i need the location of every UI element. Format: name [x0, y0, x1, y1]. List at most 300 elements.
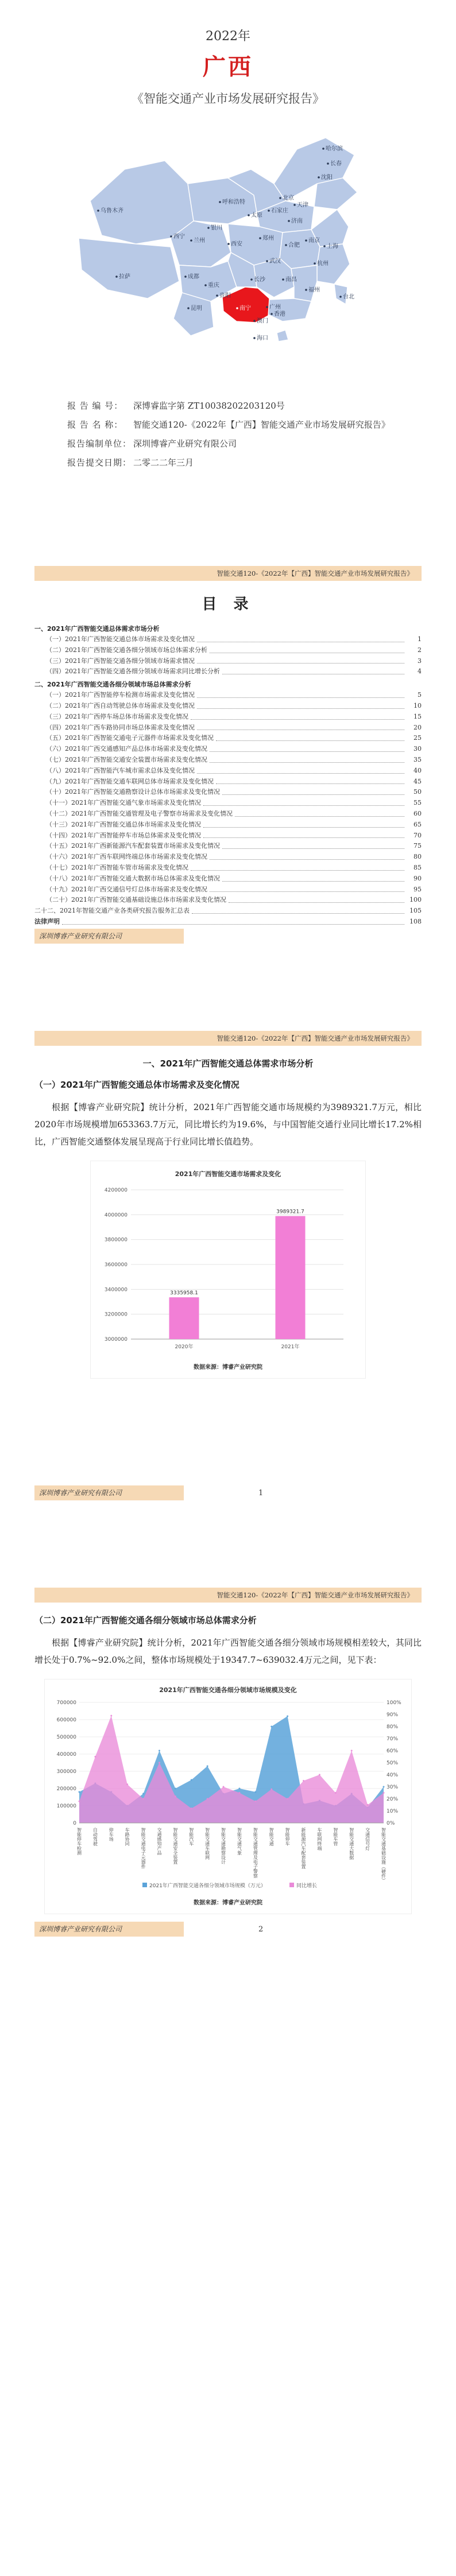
x-tick-label: 智能停车 [285, 1828, 291, 1846]
y2-tick-label: 90% [387, 1712, 399, 1718]
area-market-size-point [238, 1788, 240, 1790]
body-paragraph: 根据【博睿产业研究院】统计分析，2021年广西智能交通市场规模约为3989321.7万元，相比2020年市场规模增加653363.7万元，同比增长约为19.6%，与中国智能交通行业同比增长17.2%相比，广西智能交通整体发展呈现高于行业同比增长值趋势。 [34, 1102, 422, 1147]
meta-value: 二零二二年三月 [133, 457, 194, 468]
area-market-size-point [79, 1791, 80, 1793]
area-market-size-point [383, 1786, 385, 1788]
running-header: 智能交通120-《2022年【广西】智能交通产业市场发展研究报告》 [34, 1031, 422, 1046]
x-tick-label: 停车场 [109, 1828, 114, 1841]
city-dot [318, 176, 320, 179]
meta-row [67, 437, 389, 451]
city-dot [322, 148, 324, 150]
report-meta [67, 399, 389, 470]
map-label: 石家庄 [271, 208, 288, 214]
map-label: 昆明 [191, 305, 202, 312]
toc-entry-title: （四）2021年广西智能交通各细分领域市场需求同比增长分析 [46, 668, 220, 676]
toc-page-number: 50 [414, 788, 422, 796]
map-province-15 [291, 265, 317, 301]
toc-page-number: 55 [414, 799, 422, 807]
toc-page-number: 45 [414, 777, 422, 785]
toc-leader [62, 917, 404, 925]
map-label: 成都 [188, 274, 199, 280]
y-tick-label: 3200000 [104, 1312, 127, 1318]
toc-leader [216, 733, 404, 741]
map-label: 合肥 [288, 242, 300, 249]
map-province-11 [280, 230, 320, 269]
toc-entry[interactable] [34, 874, 422, 884]
y2-tick-label: 50% [387, 1760, 399, 1766]
cover-page [0, 0, 456, 499]
toc-entry-title: （十八）2021年广西智能交通大数据市场总体需求及变化情况 [46, 874, 220, 882]
footer-brand: 深圳博睿产业研究有限公司 [34, 929, 184, 944]
legend-swatch [142, 1883, 147, 1887]
toc-entry-title: （三）2021年广西停车场总体市场需求及变化情况 [46, 712, 188, 720]
city-dot [268, 210, 270, 212]
legend-label: 2021年广西智能交通各细分领域市场规模（万元） [149, 1883, 266, 1889]
area-market-size-point [142, 1793, 144, 1795]
toc-page-number: 65 [414, 820, 422, 828]
map-label: 拉萨 [119, 274, 130, 280]
toc-leader [197, 701, 404, 709]
toc-entry[interactable] [34, 895, 422, 906]
meta-row [67, 399, 389, 413]
toc-entry-title: （七）2021年广西智能交通安全装置市场需求及变化情况 [46, 755, 207, 763]
area-growth-rate-point [319, 1774, 320, 1776]
area-growth-rate-point [335, 1792, 337, 1794]
bar [169, 1297, 199, 1339]
map-label: 重庆 [208, 282, 219, 289]
city-dot [293, 204, 296, 206]
toc-entry[interactable] [34, 744, 422, 755]
toc-section-heading: 一、2021年广西智能交通总体需求市场分析 [34, 625, 160, 633]
toc-leader [203, 820, 404, 828]
toc-entry-title: （三）2021年广西智能交通各细分领域市场需求情况 [46, 657, 195, 665]
x-tick-label: 智能交通 [269, 1828, 275, 1846]
toc-leader [203, 798, 404, 806]
toc-page-number: 40 [414, 766, 422, 774]
chart-source: 数据来源：博睿产业研究院 [194, 1364, 262, 1371]
cover-year: 2022年 [206, 29, 250, 44]
x-tick-label: 交通感知产品 [156, 1828, 162, 1855]
toc-leader [222, 787, 404, 795]
toc-page-number: 3 [418, 657, 422, 665]
cover-region: 广西 [203, 53, 253, 80]
map-label: 太原 [251, 212, 262, 219]
toc-entry[interactable] [34, 690, 422, 701]
toc-page-number: 100 [409, 896, 422, 904]
meta-key: 报告提交日期： [67, 457, 132, 468]
subsection-heading: （一）2021年广西智能交通总体市场需求及变化情况 [34, 1080, 239, 1090]
content-page-1 [0, 1004, 456, 1521]
toc-entry-title: （十七）2021年广西智能车管市场需求及变化情况 [46, 863, 188, 871]
toc-page-number: 108 [409, 917, 422, 925]
y2-tick-label: 40% [387, 1772, 399, 1778]
toc-page-number: 70 [414, 831, 422, 839]
city-dot [248, 214, 250, 216]
city-dot [288, 220, 290, 222]
y2-tick-label: 70% [387, 1736, 399, 1742]
city-dot [227, 243, 230, 245]
area-growth-rate-point [110, 1715, 112, 1717]
x-tick-label: 车联网终端 [316, 1828, 322, 1850]
city-dot [259, 237, 261, 239]
city-dot [266, 306, 268, 308]
toc-page-number: 4 [418, 668, 422, 676]
toc-entry[interactable] [34, 852, 422, 863]
page-footer [34, 1485, 422, 1500]
y-tick-label: 600000 [56, 1717, 76, 1723]
toc-leader [210, 755, 404, 763]
toc-entry[interactable] [34, 863, 422, 874]
map-label: 西安 [231, 241, 242, 247]
area-market-size-point [254, 1791, 256, 1793]
toc-page-number: 20 [414, 723, 422, 731]
toc-entry-title: （九）2021年广西智能交通车联网总体市场需求及变化情况 [46, 777, 214, 785]
x-tick-label: 智能交通电子元器件 [141, 1828, 146, 1869]
area-growth-rate-point [351, 1750, 353, 1752]
data-label: 3989321.7 [276, 1209, 304, 1215]
x-tick-label: 智能交通大数据 [349, 1828, 354, 1860]
toc-page-number: 5 [418, 691, 422, 699]
toc-entry-title: （十二）2021年广西智能交通管理及电子警察市场需求及变化情况 [46, 809, 233, 817]
running-header: 智能交通120-《2022年【广西】智能交通产业市场发展研究报告》 [34, 566, 422, 581]
toc-page-number: 30 [414, 745, 422, 753]
area-growth-rate-point [367, 1804, 369, 1806]
toc-entry[interactable] [34, 723, 422, 734]
toc-entry[interactable] [34, 798, 422, 809]
y2-tick-label: 20% [387, 1797, 399, 1802]
toc-entry[interactable] [34, 917, 422, 928]
map-label: 上海 [327, 243, 338, 250]
toc-page-number: 90 [414, 874, 422, 882]
toc-entry[interactable] [34, 820, 422, 831]
toc-leader [222, 666, 404, 674]
x-tick-label: 2021年 [281, 1344, 300, 1350]
y-tick-label: 700000 [56, 1700, 76, 1706]
area-chart [44, 1679, 412, 1914]
meta-key: 报 告 编 号： [67, 401, 123, 411]
toc-entry[interactable] [34, 884, 422, 895]
toc-entry-title: （五）2021年广西智能交通电子元器件市场需求及变化情况 [46, 734, 214, 742]
map-label: 长春 [330, 161, 342, 167]
city-dot [236, 307, 238, 309]
city-dot [266, 260, 268, 262]
toc-leader [197, 766, 404, 774]
x-tick-label: 2020年 [175, 1344, 194, 1350]
x-tick-label: 智能交通基础设施（硬件） [381, 1828, 387, 1883]
map-province-19 [277, 330, 288, 342]
y-tick-label: 3800000 [104, 1237, 127, 1243]
city-dot [314, 262, 316, 265]
area-growth-rate-point [254, 1801, 256, 1802]
y2-tick-label: 80% [387, 1724, 399, 1730]
toc-leader [203, 831, 404, 839]
toc-leader [210, 884, 404, 893]
chart-source: 数据来源：博睿产业研究院 [194, 1900, 262, 1906]
toc-entry-title: （六）2021年广西交通感知产品总体市场需求及变化情况 [46, 745, 207, 753]
area-growth-rate-point [303, 1780, 304, 1782]
city-dot [327, 162, 329, 165]
body-paragraph: 根据【博睿产业研究院】统计分析，2021年广西智能交通各细分领域市场规模相差较大，其同比增长处于0.7%~92.0%之间，整体市场规模处于19347.7~639032.4万元之间，见下表： [34, 1638, 422, 1665]
map-label: 武汉 [269, 258, 281, 265]
y-tick-label: 100000 [56, 1803, 76, 1809]
x-tick-label: 智能停车检测 [76, 1828, 82, 1855]
map-label: 香港 [274, 311, 285, 317]
map-label: 银川 [211, 225, 222, 231]
area-market-size-point [287, 1716, 288, 1717]
toc-page-number: 95 [414, 885, 422, 893]
toc-entry[interactable] [34, 906, 422, 917]
map-label: 海口 [257, 335, 268, 342]
city-dot [279, 197, 281, 199]
map-label: 广州 [269, 304, 281, 311]
toc-entry-title: （八）2021年广西智能汽车城市需求总体及变化情况 [46, 766, 195, 774]
legend-label: 同比增长 [296, 1883, 318, 1889]
x-tick-label: 智能交通车联网 [204, 1828, 210, 1860]
y-tick-label: 3000000 [104, 1337, 127, 1343]
chart-title: 2021年广西智能交通市场需求及变化 [175, 1170, 281, 1178]
bar [276, 1216, 306, 1339]
toc-leader [222, 874, 404, 882]
city-dot [253, 337, 256, 339]
area-growth-rate-point [126, 1783, 128, 1785]
toc-entry-title: （二）2021年广西自动驾驶总体市场需求及变化情况 [46, 701, 195, 709]
city-dot [207, 227, 210, 229]
toc-page-number: 15 [414, 712, 422, 720]
map-label: 南宁 [239, 305, 251, 312]
toc-leader [197, 656, 404, 664]
toc-entry-title: （一）2021年广西智能交通总体市场需求及变化情况 [46, 635, 195, 643]
toc-page-number: 75 [414, 842, 422, 850]
area-growth-rate-point [383, 1792, 385, 1794]
area-market-size-point [207, 1766, 208, 1767]
area-chart-svg [45, 1679, 411, 1914]
toc-entry[interactable] [34, 755, 422, 766]
city-dot [204, 284, 207, 286]
section-heading: 一、2021年广西智能交通总体需求市场分析 [142, 1058, 314, 1069]
meta-key: 报告编制单位： [67, 439, 132, 449]
y2-tick-label: 10% [387, 1809, 399, 1814]
toc-entry[interactable] [34, 656, 422, 667]
toc-leader [197, 690, 404, 698]
x-tick-label: 智能交通勘察设计 [221, 1828, 226, 1864]
cover-subtitle: 《智能交通产业市场发展研究报告》 [132, 92, 324, 106]
toc-title: 目 录 [202, 596, 254, 613]
x-tick-label: 新能源汽车配套装置 [301, 1828, 307, 1869]
toc-entry[interactable] [34, 701, 422, 712]
toc-entry[interactable] [34, 787, 422, 798]
y2-tick-label: 30% [387, 1784, 399, 1790]
map-label: 哈尔滨 [326, 146, 343, 152]
y2-tick-label: 60% [387, 1748, 399, 1754]
toc-page-number: 60 [414, 809, 422, 817]
x-tick-label: 智能交通安全装置 [172, 1828, 178, 1864]
toc-leader [210, 645, 404, 653]
city-dot [339, 296, 342, 298]
city-dot [190, 239, 192, 242]
area-growth-rate-point [223, 1786, 225, 1788]
city-dot [305, 289, 307, 291]
y-tick-label: 3600000 [104, 1262, 127, 1268]
x-tick-label: 自动驾驶 [92, 1828, 98, 1846]
city-dot [282, 278, 284, 281]
city-dot [219, 201, 221, 203]
subsection-heading: （二）2021年广西智能交通各细分领域市场总体需求分析 [34, 1615, 257, 1625]
legend-swatch [289, 1883, 294, 1887]
city-dot [305, 239, 307, 242]
toc-entry[interactable] [34, 777, 422, 787]
area-market-size-point [270, 1726, 272, 1728]
area-market-size-point [159, 1750, 160, 1752]
map-label: 福州 [308, 287, 320, 293]
toc-page-number: 85 [414, 863, 422, 871]
toc-entry[interactable] [34, 809, 422, 820]
area-growth-rate-point [175, 1795, 176, 1797]
data-label: 3335958.1 [170, 1290, 198, 1297]
meta-row [67, 456, 389, 470]
area-growth-rate-point [79, 1801, 80, 1802]
map-label: 呼和浩特 [222, 199, 245, 205]
toc-leader [191, 712, 404, 720]
y-tick-label: 200000 [56, 1786, 76, 1792]
meta-value: 深博睿监字第 ZT10038202203120号 [133, 401, 285, 411]
footer-brand: 深圳博睿产业研究有限公司 [34, 1922, 184, 1937]
area-growth-rate-point [191, 1807, 192, 1809]
map-label: 澳门 [257, 318, 268, 324]
meta-key: 报 告 名 称： [67, 420, 123, 430]
city-dot [250, 278, 253, 281]
map-province-6 [314, 178, 357, 210]
map-label: 杭州 [317, 261, 329, 267]
toc-entry-title: （二十）2021年广西智能交通基础设施总体市场需求及变化情况 [46, 896, 226, 904]
meta-value: 智能交通120-《2022年【广西】智能交通产业市场发展研究报告》 [133, 420, 390, 430]
meta-value: 深圳博睿产业研究有限公司 [133, 439, 237, 449]
toc-entry-title: （十六）2021年广西车联网终端总体市场需求及变化情况 [46, 853, 207, 861]
map-label: 郑州 [262, 235, 274, 242]
area-growth-rate [79, 1716, 384, 1823]
map-label: 兰州 [194, 238, 205, 244]
toc-entry-title: 二十二、2021年智能交通产业各类研究报告服务汇总表 [34, 907, 190, 915]
map-province-0 [90, 161, 194, 244]
map-label: 西宁 [173, 234, 185, 240]
toc-leader [197, 723, 404, 731]
footer-brand: 深圳博睿产业研究有限公司 [34, 1485, 184, 1500]
area-growth-rate-point [142, 1798, 144, 1800]
x-tick-label: 智能交通气象 [237, 1828, 242, 1855]
map-label: 济南 [291, 218, 303, 224]
map-label: 贵阳 [219, 293, 231, 299]
area-growth-rate-point [270, 1789, 272, 1790]
map-province-1 [79, 238, 179, 298]
map-label: 长沙 [254, 277, 265, 283]
page-footer [34, 1922, 422, 1937]
toc-page-number: 1 [418, 635, 422, 643]
toc-entry[interactable] [34, 733, 422, 744]
running-header: 智能交通120-《2022年【广西】智能交通产业市场发展研究报告》 [34, 1588, 422, 1603]
toc-entry-title: （十三）2021年广西智能交通总体市场需求及变化情况 [46, 820, 201, 828]
map-label: 南昌 [285, 277, 297, 283]
toc-entry-title: （十五）2021年广西新能源汽车配套装置市场需求及变化情况 [46, 842, 220, 850]
toc-list [34, 624, 422, 928]
page-number: 1 [258, 1488, 264, 1498]
toc-entry-title: （十九）2021年广西交通信号灯总体市场需求及变化情况 [46, 885, 207, 893]
toc-entry-title: （一）2021年广西智能停车检测市场需求及变化情况 [46, 691, 195, 699]
toc-leader [191, 863, 404, 871]
map-label: 南京 [308, 238, 320, 244]
bar-chart [90, 1161, 366, 1379]
city-dot [97, 210, 99, 212]
toc-leader [222, 841, 404, 849]
toc-entry[interactable] [34, 831, 422, 841]
toc-section-heading: 二、2021年广西智能交通各细分领域市场总体需求分析 [34, 681, 191, 689]
toc-entry-title: （十）2021年广西智能交通勘察设计总体市场需求及变化情况 [46, 788, 220, 796]
area-growth-rate-point [238, 1792, 240, 1794]
city-dot [187, 307, 190, 309]
toc-leader [210, 744, 404, 752]
area-growth-rate-point [287, 1798, 288, 1800]
toc-entry[interactable] [34, 666, 422, 677]
y2-tick-label: 0% [387, 1821, 395, 1826]
city-dot [323, 245, 326, 247]
area-growth-rate-point [159, 1762, 160, 1764]
y-tick-label: 4000000 [104, 1212, 127, 1219]
toc-leader [210, 852, 404, 860]
toc-entry[interactable] [34, 634, 422, 645]
y-tick-label: 300000 [56, 1769, 76, 1775]
x-tick-label: 交通信号灯 [365, 1828, 370, 1850]
toc-page-number: 105 [409, 907, 422, 915]
map-label: 北京 [283, 195, 294, 201]
toc-leader [229, 895, 404, 903]
map-label: 乌鲁木齐 [101, 208, 123, 214]
area-market-size-point [191, 1779, 192, 1781]
toc-entry[interactable] [34, 645, 422, 656]
x-tick-label: 智能交通管理及电子警察 [253, 1828, 258, 1878]
city-dot [270, 313, 273, 315]
city-dot [170, 235, 172, 238]
china-map [56, 115, 400, 385]
toc-page-number: 35 [414, 755, 422, 763]
city-dot [253, 320, 256, 322]
map-label: 天津 [297, 202, 308, 208]
toc-leader [197, 634, 404, 642]
y2-tick-label: 100% [387, 1700, 401, 1706]
toc-page-number: 2 [418, 646, 422, 654]
toc-entry[interactable] [34, 766, 422, 777]
y-tick-label: 400000 [56, 1752, 76, 1758]
x-tick-label: 车路协同 [125, 1828, 130, 1846]
city-dot [115, 276, 118, 278]
toc-page-number: 10 [414, 701, 422, 709]
city-dot [184, 276, 187, 278]
toc-entry[interactable] [34, 712, 422, 723]
area-market-size-point [175, 1788, 176, 1790]
city-dot [285, 244, 287, 246]
y-tick-label: 0 [73, 1821, 76, 1826]
content-page-2 [0, 1561, 456, 1957]
x-tick-label: 智能汽车 [188, 1828, 194, 1846]
toc-entry-title: 法律声明 [34, 917, 60, 925]
x-tick-label: 智能车管 [333, 1828, 338, 1846]
toc-entry[interactable] [34, 841, 422, 852]
toc-page [0, 540, 456, 964]
page-number: 2 [258, 1925, 264, 1934]
toc-entry-title: （四）2021年广西车路协同市场总体需求及变化情况 [46, 723, 195, 731]
toc-leader [235, 809, 404, 817]
page-footer [34, 929, 422, 944]
toc-page-number: 25 [414, 734, 422, 742]
y-tick-label: 500000 [56, 1735, 76, 1740]
bar-chart-svg [91, 1161, 365, 1378]
